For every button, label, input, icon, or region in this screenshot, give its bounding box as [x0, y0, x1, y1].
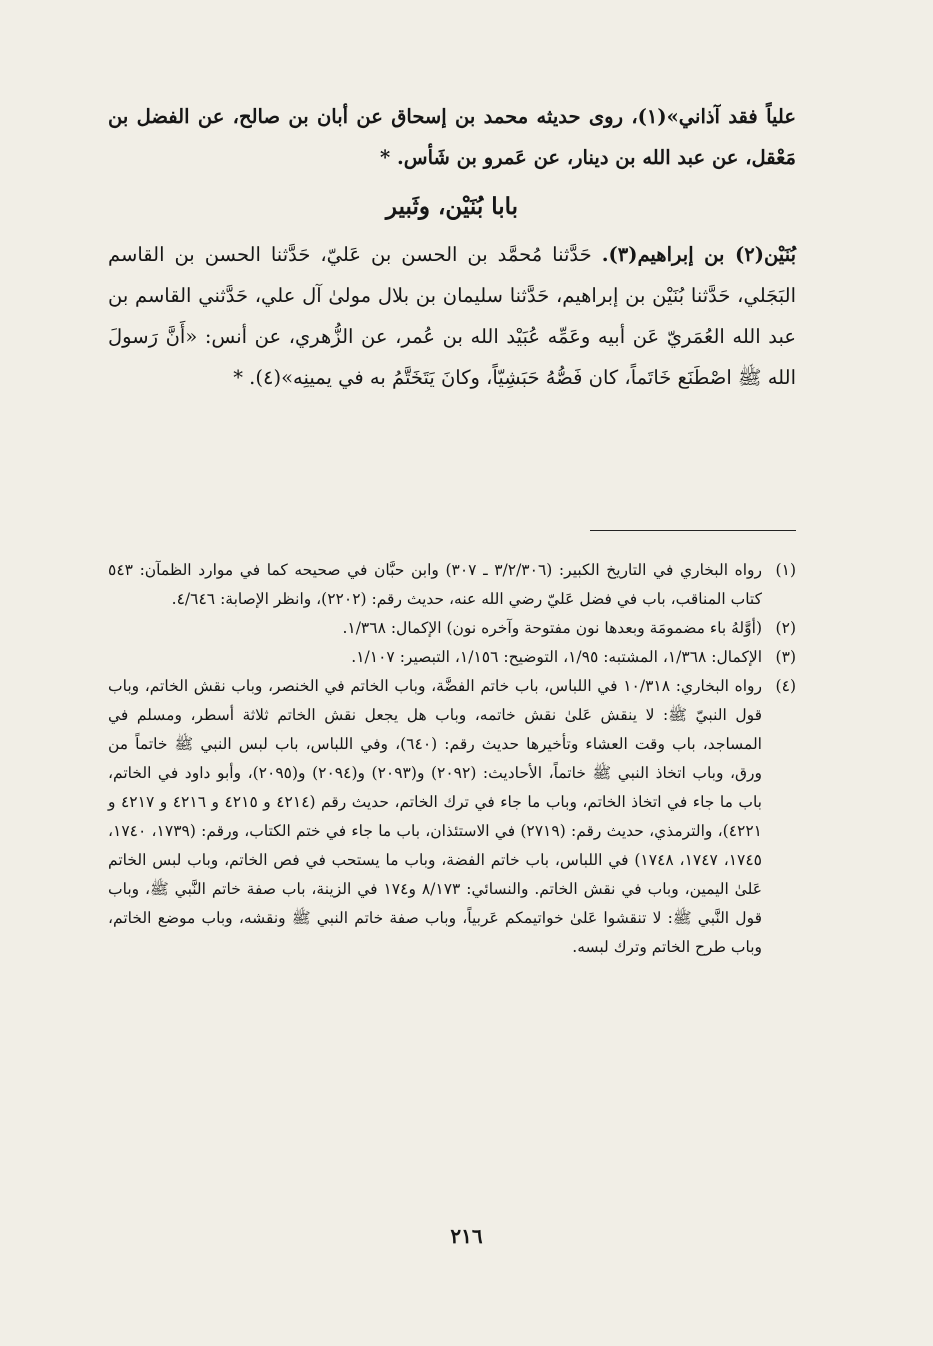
footnote — [108, 643, 796, 672]
footnote — [108, 556, 796, 614]
footnote-divider — [590, 530, 796, 531]
footnote-text: (أوَّلهُ باء مضمومَة وبعدها نون مفتوحة وآخره نون) الإكمال: ١/٣٦٨. — [342, 619, 762, 637]
main-text — [108, 96, 796, 398]
footnote-number: (٣) — [775, 648, 796, 666]
footnotes — [108, 556, 796, 962]
footnote-text: رواه البخاري في التاريخ الكبير: (٣/٢/٣٠٦ ـ ٣٠٧) وابن حبَّان في صحيحه كما في موارد الظمآن: ٥٤٣ كتاب المناقب، باب في فضل عَليّ رضي الله عنه، حديث رقم: (٢٢٠٢)، وانظر الإصابة: ٤/٦٤٦. — [108, 561, 762, 608]
entry-name: بُنَيْن(٢) بن إبراهيم(٣). — [601, 243, 797, 266]
footnote-text: رواه البخاري: ١٠/٣١٨ في اللباس، باب خاتم الفضَّة، وباب الخاتم في الخنصر، وباب نقش الخاتم، وباب قول النبيّ ﷺ: لا ينقش عَلىٰ نقش خاتمه، وباب هل يجعل نقش الخاتم ثلاثة أسطر، ومسلم في المساجد، باب وقت العشاء وتأخيرها حديث رقم: (٦٤٠)، وفي اللباس، باب لبس النبي ﷺ خاتماً من ورق، وباب اتخاذ النبي ﷺ خاتماً، الأحاديث: (٢٠٩٢) و(٢٠٩٣) و(٢٠٩٤) و(٢٠٩٥)، وأبو داود في الخاتم، باب ما جاء في اتخاذ الخاتم، وباب ما جاء في ترك الخاتم، حديث رقم (٤٢١٤ و ٤٢١٥ و ٤٢١٦ و ٤٢١٧ و ٤٢٢١)، والترمذي، حديث رقم: (٢٧١٩) في الاستئذان، باب ما جاء في ختم الكتاب، ورقم: (١٧٣٩، ١٧٤٠، ١٧٤٥، ١٧٤٧، ١٧٤٨) في اللباس، باب خاتم الفضة، وباب ما يستحب في فص الخاتم، وباب لبس الخاتم عَلىٰ اليمين، وباب في نقش الخاتم. والنسائي: ٨/١٧٣ و١٧٤ في الزينة، باب صفة خاتم النَّبي ﷺ، وباب قول النَّبي ﷺ: لا تنقشوا عَلىٰ خواتيمكم عَربياً، وباب صفة خاتم النبي ﷺ ونقشه، وباب موضع الخاتم، وباب طرح الخاتم وترك لبسه. — [108, 677, 763, 956]
footnote — [108, 614, 796, 643]
page-number: ٢١٦ — [450, 1224, 483, 1248]
paragraph-continued: علياً فقد آذاني»(١)، روى حديثه محمد بن إسحاق عن أبان بن صالح، عن الفضل بن مَعْقل، عن عبد الله بن دينار، عن عَمرو بن شَأس. * — [108, 105, 796, 169]
entry-hadith-text: حَدَّثنا مُحمَّد بن الحسن بن عَليّ، حَدَّثنا الحسن بن القاسم البَجَلي، حَدَّثنا بُنَيْن بن إبراهيم، حَدَّثنا سليمان بن بلال مولىٰ آل علي، حَدَّثني القاسم بن عبد الله العُمَريّ عَن أبيه وعَمِّه عُبَيْد الله بن عُمر، عن الزُّهري، عن أنس: «أَنَّ رَسولَ الله ﷺ اصْطَنَع خَاتَماً، كان فَصُّهُ حَبَشِيّاً، وكانَ يَتَخَتَّمُ به في يمينِه»(٤). * — [108, 243, 796, 389]
footnote-number: (١) — [775, 561, 796, 579]
footnote-number: (٢) — [775, 619, 796, 637]
paragraph-entry — [108, 234, 796, 398]
footnote-number: (٤) — [775, 677, 796, 695]
chapter-heading: بابا بُنَيْن، وثَبير — [385, 193, 519, 220]
footnote-text: الإكمال: ١/٣٦٨، المشتبه: ١/٩٥، التوضيح: ١/١٥٦، التبصير: ١/١٠٧. — [351, 648, 762, 666]
footnote — [108, 672, 796, 962]
